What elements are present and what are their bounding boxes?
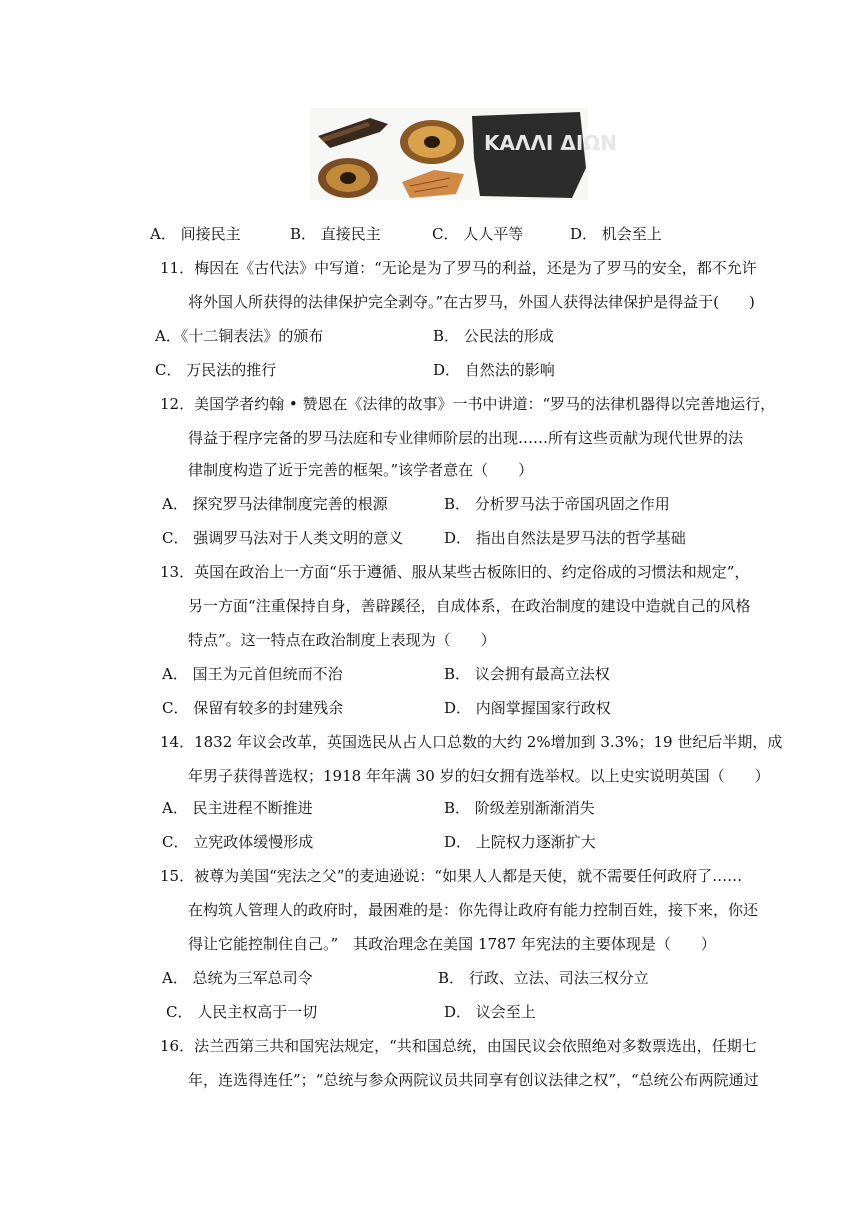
q11-stem-line-2: 将外国人所获得的法律保护完全剥夺。”在古罗马，外国人获得法律保护是得益于( ) [188, 293, 755, 311]
q15-option-c[interactable]: C． 人民主权高于一切 [166, 1003, 318, 1021]
q11-option-c[interactable]: C． 万民法的推行 [155, 361, 277, 379]
q13-stem-line-3: 特点”。这一特点在政治制度上表现为（ ） [188, 631, 496, 649]
q13-option-b[interactable]: B． 议会拥有最高立法权 [444, 665, 610, 683]
inscription-text: ΚΑΛΛΙ ΔΙΩΝ [484, 131, 617, 155]
q13-stem-line-2: 另一方面“注重保持自身，善辟蹊径，自成体系，在政治制度的建设中造就自己的风格 [188, 597, 751, 615]
q16-stem-line-2: 年，连选得连任”；“总统与参众两院议员共同享有创议法律之权”，“总统公布两院通过 [188, 1071, 759, 1089]
q15-option-b[interactable]: B． 行政、立法、司法三权分立 [438, 969, 649, 987]
q15-option-d[interactable]: D． 议会至上 [444, 1003, 536, 1021]
q15-stem-line-2: 在构筑人管理人的政府时，最困难的是：你先得让政府有能力控制百姓，接下来，你还 [188, 901, 759, 919]
q15-stem-line-3: 得让它能控制住自己。” 其政治理念在美国 1787 年宪法的主要体现是（ ） [188, 935, 716, 953]
q12-option-a[interactable]: A． 探究罗马法律制度完善的根源 [162, 495, 388, 513]
q13-stem-line-1: 13．英国在政治上一方面“乐于遵循、服从某些古板陈旧的、约定俗成的习惯法和规定”， [160, 563, 750, 581]
q13-option-d[interactable]: D． 内阁掌握国家行政权 [444, 699, 611, 717]
q12-stem-line-3: 律制度构造了近于完善的框架。”该学者意在（ ） [188, 461, 534, 479]
q14-option-b[interactable]: B． 阶级差别渐渐消失 [444, 799, 595, 817]
q16-stem-line-1: 16．法兰西第三共和国宪法规定，“共和国总统，由国民议会依照绝对多数票选出，任期七 [160, 1037, 757, 1055]
q14-stem-line-1: 14．1832 年议会改革，英国选民从占人口总数的大约 2%增加到 3.3%；19 世纪后半期，成 [160, 733, 783, 751]
q14-option-a[interactable]: A． 民主进程不断推进 [162, 799, 313, 817]
q12-stem-line-1: 12．美国学者约翰 • 赞恩在《法律的故事》一书中讲道：“罗马的法律机器得以完善地运行， [160, 395, 776, 413]
q10-option-c[interactable]: C． 人人平等 [432, 225, 524, 243]
q12-option-c[interactable]: C． 强调罗马法对于人类文明的意义 [162, 529, 404, 547]
q13-option-a[interactable]: A． 国王为元首但统而不治 [162, 665, 343, 683]
ostraka-figure [310, 108, 617, 200]
q12-option-d[interactable]: D． 指出自然法是罗马法的哲学基础 [444, 529, 686, 547]
q10-option-b[interactable]: B． 直接民主 [290, 225, 381, 243]
q12-option-b[interactable]: B． 分析罗马法于帝国巩固之作用 [444, 495, 670, 513]
q14-option-c[interactable]: C． 立宪政体缓慢形成 [162, 833, 314, 851]
q10-option-d[interactable]: D． 机会至上 [570, 225, 662, 243]
q14-option-d[interactable]: D． 上院权力逐渐扩大 [444, 833, 596, 851]
q11-option-a[interactable]: A．《十二铜表法》的颁布 [155, 327, 324, 345]
q11-stem-line-1: 11．梅因在《古代法》中写道：“无论是为了罗马的利益，还是为了罗马的安全，都不允许 [160, 259, 757, 277]
q15-option-a[interactable]: A． 总统为三军总司令 [162, 969, 313, 987]
q11-option-b[interactable]: B． 公民法的形成 [433, 327, 554, 345]
q12-stem-line-2: 得益于程序完备的罗马法庭和专业律师阶层的出现……所有这些贡献为现代世界的法 [188, 429, 744, 447]
q13-option-c[interactable]: C． 保留有较多的封建残余 [162, 699, 344, 717]
q14-stem-line-2: 年男子获得普选权；1918 年年满 30 岁的妇女拥有选举权。以上史实说明英国（ ） [188, 767, 770, 785]
q11-option-d[interactable]: D． 自然法的影响 [433, 361, 555, 379]
q15-stem-line-1: 15．被尊为美国“宪法之父”的麦迪逊说：“如果人人都是天使，就不需要任何政府了…… [160, 867, 743, 885]
q10-option-a[interactable]: A． 间接民主 [150, 225, 241, 243]
